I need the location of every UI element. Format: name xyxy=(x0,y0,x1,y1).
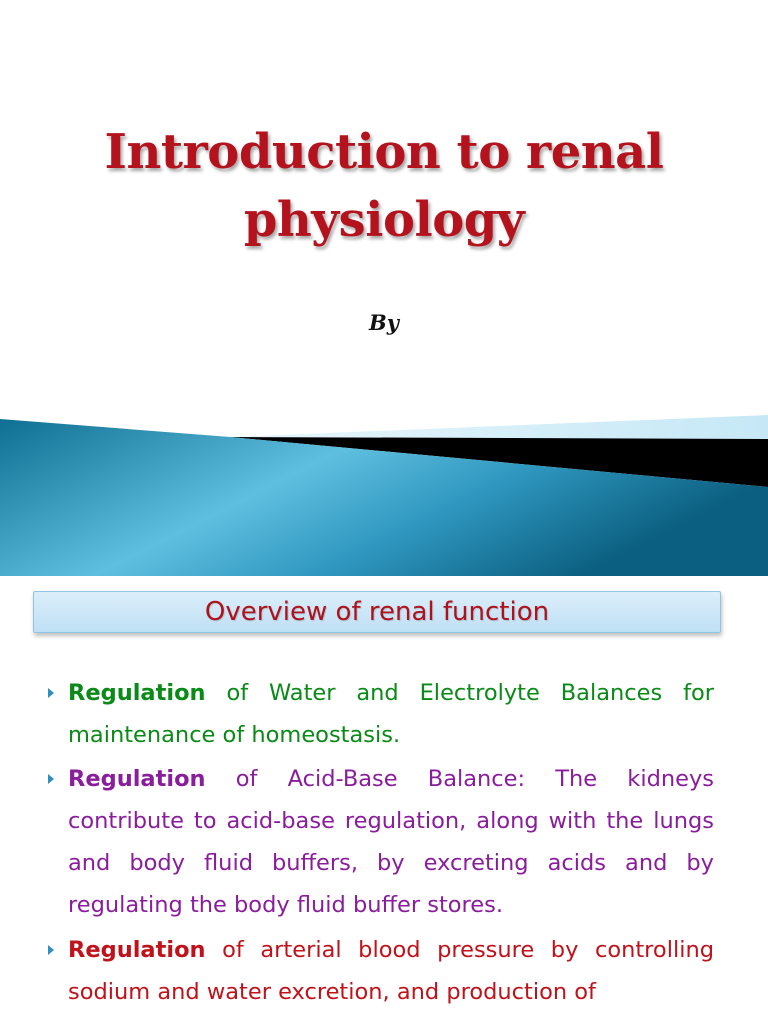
bullet-body: of Acid-Base Balance: The kidneys contribute to acid-base regulation, along with the lungs and body fluid buffers, by excreting acids and by regulating the body fluid buffer stores. xyxy=(68,766,714,918)
bullet-text xyxy=(68,929,714,1013)
triangle-right-icon xyxy=(48,945,54,955)
bullet-body: of Water and Electrolyte Balances for maintenance of homeostasis. xyxy=(68,680,714,748)
triangle-right-icon xyxy=(48,774,54,784)
bullet-text xyxy=(68,758,714,926)
title-line-2: physiology xyxy=(243,192,525,248)
bullet-body: of arterial blood pressure by controlling sodium and water excretion, and production of xyxy=(68,937,714,1005)
wave-decoration xyxy=(0,405,768,576)
wave-light-band xyxy=(230,415,768,441)
bullet-lead: Regulation xyxy=(68,766,206,792)
byline: By xyxy=(369,310,399,335)
content-slide xyxy=(0,576,768,1024)
slide-title xyxy=(40,118,728,254)
bullet-text xyxy=(68,672,714,756)
title-line-1: Introduction to renal xyxy=(104,124,664,180)
heading-box xyxy=(33,591,721,633)
slide-heading: Overview of renal function xyxy=(204,597,550,627)
bullet-lead: Regulation xyxy=(68,680,206,706)
triangle-right-icon xyxy=(48,688,54,698)
bullet-lead: Regulation xyxy=(68,937,206,963)
